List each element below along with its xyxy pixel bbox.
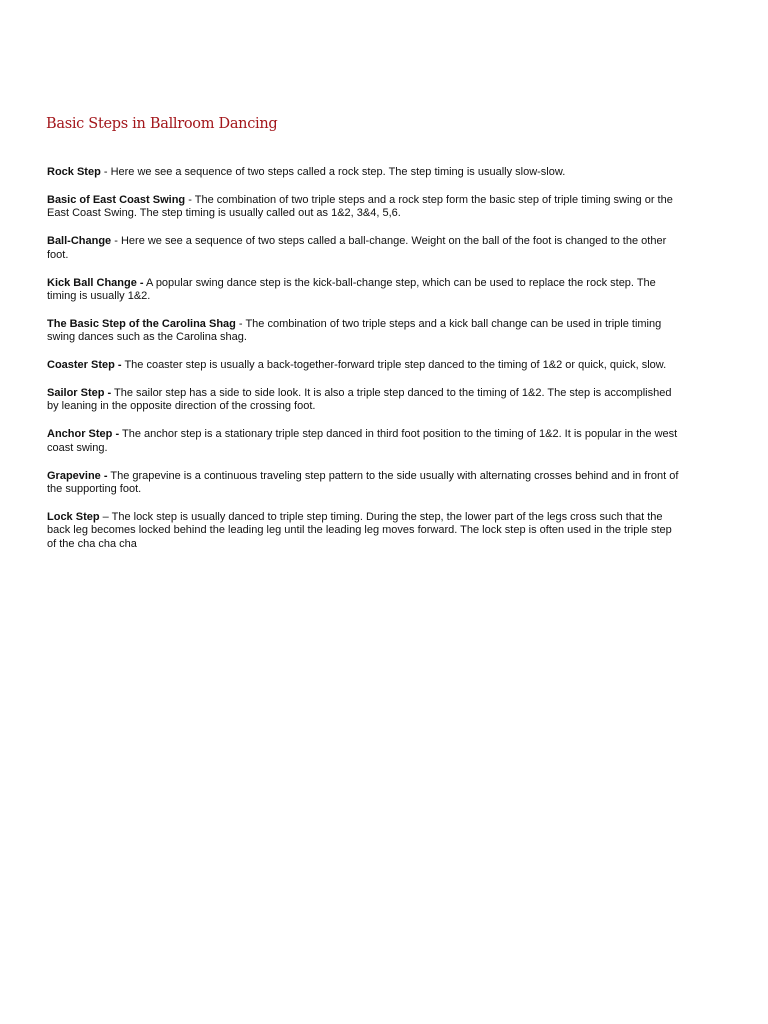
step-entry-sailor-step (47, 387, 679, 414)
step-term: Lock Step (47, 511, 100, 523)
step-description: The coaster step is usually a back-together-forward triple step danced to the timing of 1&2 or quick, quick, slow. (124, 359, 667, 372)
step-description: The grapevine is a continuous traveling step pattern to the side usually with alternating crosses behind and in front of the supporting foot. (47, 469, 679, 496)
step-separator: - (235, 317, 246, 330)
document-title: Basic Steps in Ballroom Dancing (46, 116, 278, 132)
step-list (47, 166, 679, 566)
step-entry-rock-step (47, 166, 679, 179)
step-term: Sailor Step - (47, 387, 112, 400)
step-description: The sailor step has a side to side look. It is also a triple step danced to the timing of 1&2. The step is accomplished by leaning in the opposite direction of the crossing foot. (47, 387, 672, 413)
step-term: Coaster Step - (47, 359, 122, 372)
step-separator: - (185, 193, 195, 206)
step-entry-anchor-step (47, 428, 679, 455)
step-entry-kick-ball-change (47, 277, 679, 304)
step-term: Grapevine - (47, 469, 108, 482)
step-description: The combination of two triple steps and a kick ball change can be used in triple timing swing dances such as the Carolina shag. (47, 317, 662, 344)
step-description: The lock step is usually danced to triple step timing. During the step, the lower part of the legs cross such that the back leg becomes locked behind the leading leg until the leading leg moves forward. The lock step is often used in the triple step of the cha cha cha (47, 511, 672, 550)
step-entry-east-coast-swing (47, 194, 679, 221)
step-term: Basic of East Coast Swing (47, 193, 186, 206)
step-term: The Basic Step of the Carolina Shag (47, 317, 236, 330)
step-description: Here we see a sequence of two steps called a rock step. The step timing is usually slow-slow. (110, 166, 566, 178)
step-term: Kick Ball Change - (47, 276, 144, 289)
step-entry-carolina-shag (47, 318, 679, 345)
step-separator: - (100, 166, 111, 178)
step-term: Anchor Step - (47, 428, 120, 441)
step-description: The anchor step is a stationary triple step danced in third foot position to the timing of 1&2. It is popular in the west coast swing. (47, 428, 678, 454)
step-description: Here we see a sequence of two steps called a ball-change. Weight on the ball of the foot is changed to the other foot. (47, 235, 667, 261)
step-term: Rock Step (47, 166, 101, 178)
step-entry-ball-change (47, 235, 679, 262)
step-entry-lock-step (47, 511, 679, 551)
step-description: A popular swing dance step is the kick-ball-change step, which can be used to replace the rock step. The timing is usually 1&2. (47, 276, 656, 302)
step-separator: - (111, 235, 121, 248)
step-separator: – (99, 511, 112, 523)
step-entry-coaster-step (47, 359, 679, 372)
step-term: Ball-Change (47, 235, 112, 248)
step-entry-grapevine (47, 470, 679, 497)
step-description: The combination of two triple steps and a rock step form the basic step of triple timing swing or the East Coast Swing. The step timing is usually called out as 1&2, 3&4, 5,6. (47, 193, 673, 220)
